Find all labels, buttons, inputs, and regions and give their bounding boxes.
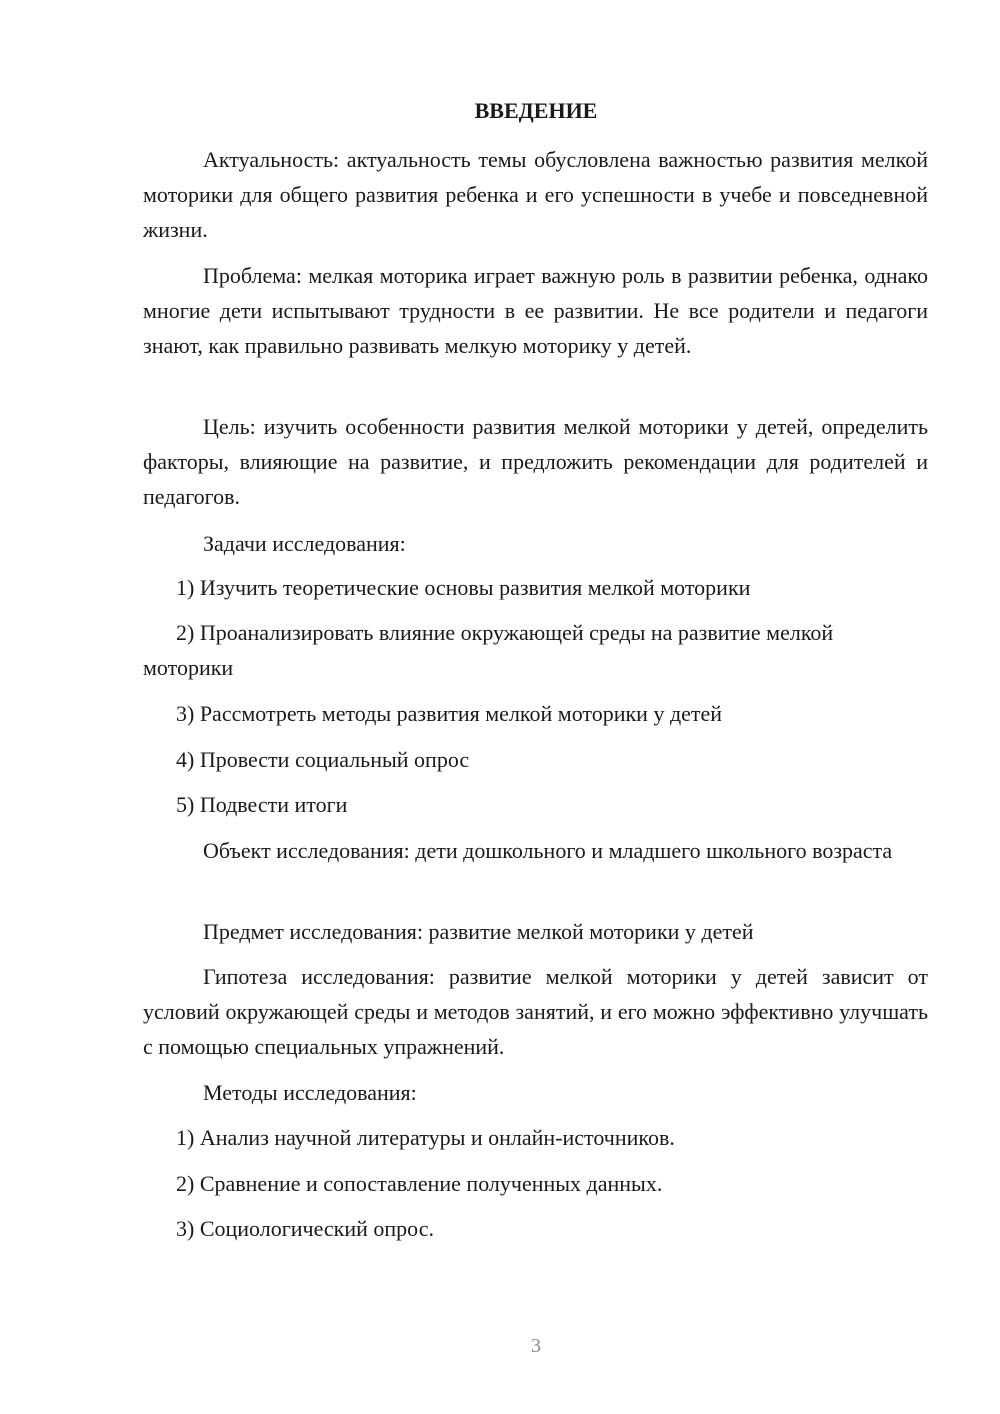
method-item: 1) Анализ научной литературы и онлайн-источников.: [176, 1125, 675, 1150]
task-item: 1) Изучить теоретические основы развития мелкой моторики: [176, 575, 751, 600]
paragraph-problem: Проблема: мелкая моторика играет важную роль в развитии ребенка, однако многие дети испытывают трудности в ее развитии. Не все родители и педагоги знают, как правильно развивать мелкую моторику у детей.: [143, 263, 928, 358]
method-item: 2) Сравнение и сопоставление полученных данных.: [176, 1171, 663, 1196]
task-item: 5) Подвести итоги: [176, 792, 348, 817]
paragraph-relevance: Актуальность: актуальность темы обусловлена важностью развития мелкой моторики для общего развития ребенка и его успешности в учебе и повседневной жизни.: [143, 147, 928, 242]
task-item: 4) Провести социальный опрос: [176, 747, 470, 772]
method-item: 3) Социологический опрос.: [176, 1216, 434, 1241]
paragraph-object: Объект исследования: дети дошкольного и младшего школьного возраста: [203, 838, 893, 863]
page-title: ВВЕДЕНИЕ: [474, 98, 598, 123]
task-item: 3) Рассмотреть методы развития мелкой моторики у детей: [176, 701, 723, 726]
task-item: 2) Проанализировать влияние окружающей среды на развитие мелкой моторики: [143, 620, 834, 680]
paragraph-goal: Цель: изучить особенности развития мелкой моторики у детей, определить факторы, влияющие на развитие, и предложить рекомендации для родителей и педагогов.: [143, 414, 928, 509]
page-number: 3: [531, 1335, 541, 1357]
tasks-heading: Задачи исследования:: [203, 531, 406, 556]
paragraph-subject: Предмет исследования: развитие мелкой моторики у детей: [203, 919, 754, 944]
methods-heading: Методы исследования:: [203, 1080, 417, 1105]
paragraph-hypothesis: Гипотеза исследования: развитие мелкой моторики у детей зависит от условий окружающей среды и методов занятий, и его можно эффективно улучшать с помощью специальных упражнений.: [143, 964, 928, 1059]
